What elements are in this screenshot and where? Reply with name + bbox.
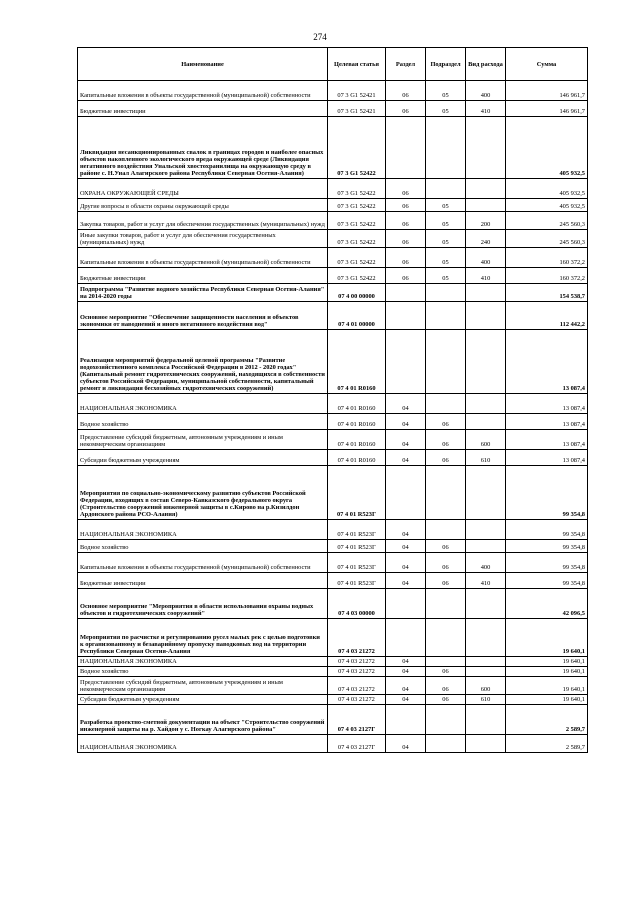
cell-code: 07 4 01 R523Г: [328, 540, 386, 553]
cell-section: 04: [386, 553, 426, 573]
table-row: [78, 553, 588, 573]
cell-type: [466, 117, 506, 179]
cell-name: Водное хозяйство: [78, 667, 328, 677]
table-row: [78, 230, 588, 248]
cell-subsection: [426, 657, 466, 667]
cell-subsection: [426, 117, 466, 179]
table-row: [78, 330, 588, 394]
cell-type: [466, 540, 506, 553]
cell-type: 240: [466, 230, 506, 248]
cell-section: [386, 117, 426, 179]
cell-sum: 154 538,7: [506, 284, 588, 302]
cell-sum: 245 560,3: [506, 212, 588, 230]
cell-type: 610: [466, 695, 506, 705]
cell-section: [386, 302, 426, 330]
cell-section: 04: [386, 667, 426, 677]
cell-type: 400: [466, 553, 506, 573]
cell-type: 600: [466, 677, 506, 695]
cell-name: Субсидии бюджетным учреждениям: [78, 695, 328, 705]
cell-sum: 42 096,5: [506, 589, 588, 619]
cell-type: [466, 394, 506, 414]
cell-type: [466, 330, 506, 394]
cell-subsection: 06: [426, 430, 466, 450]
table-row: [78, 302, 588, 330]
header-type: Вид расхода: [466, 48, 506, 81]
cell-subsection: 06: [426, 450, 466, 466]
cell-name: ОХРАНА ОКРУЖАЮЩЕЙ СРЕДЫ: [78, 179, 328, 199]
cell-subsection: [426, 330, 466, 394]
table-row: [78, 735, 588, 753]
cell-section: 04: [386, 394, 426, 414]
cell-section: 06: [386, 81, 426, 101]
cell-type: 600: [466, 430, 506, 450]
cell-section: [386, 330, 426, 394]
cell-code: 07 4 03 21272: [328, 695, 386, 705]
table-row: [78, 705, 588, 735]
cell-type: 610: [466, 450, 506, 466]
cell-name: НАЦИОНАЛЬНАЯ ЭКОНОМИКА: [78, 394, 328, 414]
cell-subsection: 06: [426, 540, 466, 553]
cell-code: 07 4 01 R523Г: [328, 573, 386, 589]
table-row: [78, 199, 588, 212]
cell-type: [466, 520, 506, 540]
cell-code: 07 4 03 2127Г: [328, 735, 386, 753]
table-row: [78, 677, 588, 695]
cell-subsection: 06: [426, 695, 466, 705]
cell-section: 04: [386, 540, 426, 553]
cell-type: [466, 735, 506, 753]
cell-sum: 19 640,1: [506, 695, 588, 705]
page-number: 274: [313, 32, 327, 42]
cell-sum: 405 932,5: [506, 199, 588, 212]
cell-type: 400: [466, 248, 506, 268]
cell-type: 410: [466, 268, 506, 284]
cell-subsection: 06: [426, 667, 466, 677]
cell-code: 07 3 G1 52422: [328, 268, 386, 284]
cell-sum: 2 589,7: [506, 705, 588, 735]
cell-section: [386, 705, 426, 735]
cell-subsection: 05: [426, 199, 466, 212]
cell-subsection: [426, 394, 466, 414]
cell-subsection: 05: [426, 212, 466, 230]
cell-name: Разработка проектно-сметной документации на объект "Строительство сооружений инженерной защиты на р. Хайдон у с. Ногкау Алагирского района": [78, 705, 328, 735]
cell-sum: 99 354,8: [506, 520, 588, 540]
cell-section: [386, 589, 426, 619]
table-row: [78, 101, 588, 117]
cell-type: [466, 199, 506, 212]
header-code: Целевая статья: [328, 48, 386, 81]
cell-code: 07 4 01 R0160: [328, 414, 386, 430]
table-row: [78, 695, 588, 705]
table-row: [78, 520, 588, 540]
table-row: [78, 268, 588, 284]
table-row: [78, 450, 588, 466]
cell-name: Бюджетные инвестиции: [78, 101, 328, 117]
cell-name: Закупка товаров, работ и услуг для обеспечения государственных (муниципальных) нужд: [78, 212, 328, 230]
cell-name: НАЦИОНАЛЬНАЯ ЭКОНОМИКА: [78, 657, 328, 667]
cell-sum: 146 961,7: [506, 101, 588, 117]
cell-section: 06: [386, 199, 426, 212]
table-row: [78, 573, 588, 589]
table-row: [78, 248, 588, 268]
cell-sum: 405 932,5: [506, 117, 588, 179]
cell-code: 07 4 01 00000: [328, 302, 386, 330]
cell-sum: 13 087,4: [506, 450, 588, 466]
cell-name: Бюджетные инвестиции: [78, 268, 328, 284]
cell-type: 200: [466, 212, 506, 230]
cell-subsection: 06: [426, 677, 466, 695]
table-row: [78, 540, 588, 553]
cell-type: [466, 667, 506, 677]
cell-name: Реализация мероприятий федеральной целевой программы "Развитие водохозяйственного комплекса Российской Федерации в 2012 - 2020 годах" (Капитальный ремонт гидротехнических сооружений, находящихся в собственности субъектов Российской Федерации, муниципальной собственности, капитальный ремонт и ликвидация бесхозяйных гидротехнических сооружений): [78, 330, 328, 394]
cell-section: 04: [386, 414, 426, 430]
cell-section: [386, 619, 426, 657]
cell-name: Водное хозяйство: [78, 540, 328, 553]
cell-sum: 99 354,8: [506, 466, 588, 520]
cell-name: Мероприятия по расчистке и регулированию русел малых рек с целью подготовки к организованному и безаварийному пропуску паводковых вод на территории Республики Северная Осетия-Алания: [78, 619, 328, 657]
cell-section: 06: [386, 248, 426, 268]
cell-name: Предоставление субсидий бюджетным, автономным учреждениям и иным некоммерческим организациям: [78, 677, 328, 695]
budget-table: [77, 47, 588, 753]
cell-code: 07 3 G1 52422: [328, 212, 386, 230]
cell-sum: 19 640,1: [506, 657, 588, 667]
cell-section: 06: [386, 212, 426, 230]
cell-code: 07 4 03 21272: [328, 667, 386, 677]
cell-section: 06: [386, 268, 426, 284]
cell-name: Иные закупки товаров, работ и услуг для обеспечения государственных (муниципальных) нужд: [78, 230, 328, 248]
header-section: Раздел: [386, 48, 426, 81]
cell-code: 07 4 00 00000: [328, 284, 386, 302]
cell-subsection: 05: [426, 248, 466, 268]
cell-code: 07 4 01 R523Г: [328, 520, 386, 540]
cell-section: 04: [386, 657, 426, 667]
cell-type: [466, 414, 506, 430]
cell-name: Ликвидация несанкционированных свалок в границах городов и наиболее опасных объектов накопленного экологического вреда окружающей среде (Ликвидация негативного воздействия Унальской хвостохранилища на окружающую среду в районе с. Н.Унал Алагирского района Республики Северная Осетия-Алания): [78, 117, 328, 179]
cell-section: 04: [386, 450, 426, 466]
cell-section: 06: [386, 179, 426, 199]
cell-code: 07 3 G1 52421: [328, 81, 386, 101]
header-subsection: Подраздел: [426, 48, 466, 81]
cell-subsection: 06: [426, 553, 466, 573]
cell-type: [466, 302, 506, 330]
cell-sum: 13 087,4: [506, 394, 588, 414]
cell-sum: 146 961,7: [506, 81, 588, 101]
cell-subsection: 06: [426, 414, 466, 430]
cell-sum: 13 087,4: [506, 430, 588, 450]
cell-sum: 13 087,4: [506, 414, 588, 430]
cell-sum: 99 354,8: [506, 553, 588, 573]
table-row: [78, 212, 588, 230]
cell-section: 04: [386, 573, 426, 589]
cell-sum: 160 372,2: [506, 268, 588, 284]
cell-name: Основное мероприятие "Мероприятия в области использования охраны водных объектов и гидротехнических сооружений": [78, 589, 328, 619]
cell-code: 07 3 G1 52422: [328, 248, 386, 268]
table-row: [78, 81, 588, 101]
cell-code: 07 4 03 00000: [328, 589, 386, 619]
cell-name: Основное мероприятие "Обеспечение защищенности населения и объектов экономики от наводнений и иного негативного воздействия вод": [78, 302, 328, 330]
cell-code: 07 4 03 21272: [328, 619, 386, 657]
table-row: [78, 117, 588, 179]
cell-code: 07 4 01 R0160: [328, 430, 386, 450]
cell-type: [466, 619, 506, 657]
cell-subsection: [426, 520, 466, 540]
cell-subsection: [426, 466, 466, 520]
cell-name: Другие вопросы в области охраны окружающей среды: [78, 199, 328, 212]
cell-code: 07 4 03 2127Г: [328, 705, 386, 735]
cell-sum: 99 354,8: [506, 540, 588, 553]
table-row: [78, 466, 588, 520]
cell-type: [466, 179, 506, 199]
cell-name: Мероприятия по социально-экономическому развитию субъектов Российской Федерации, входящих в состав Северо-Кавказского федерального округа (Строительство сооружений инженерной защиты в с.Кирово на р.Кизилдон Ардонского района РСО-Алания): [78, 466, 328, 520]
cell-code: 07 4 01 R523Г: [328, 553, 386, 573]
table-row: [78, 284, 588, 302]
cell-type: 410: [466, 101, 506, 117]
cell-subsection: 05: [426, 230, 466, 248]
cell-name: Субсидии бюджетным учреждениям: [78, 450, 328, 466]
cell-section: 04: [386, 695, 426, 705]
cell-sum: 2 589,7: [506, 735, 588, 753]
cell-type: 410: [466, 573, 506, 589]
table-row: [78, 414, 588, 430]
cell-code: 07 4 03 21272: [328, 677, 386, 695]
cell-section: 04: [386, 735, 426, 753]
cell-code: 07 3 G1 52422: [328, 199, 386, 212]
header-name: Наименование: [78, 48, 328, 81]
cell-code: 07 4 01 R523Г: [328, 466, 386, 520]
cell-code: 07 3 G1 52422: [328, 230, 386, 248]
cell-subsection: [426, 179, 466, 199]
cell-section: 04: [386, 430, 426, 450]
cell-code: 07 3 G1 52422: [328, 179, 386, 199]
cell-type: [466, 705, 506, 735]
cell-name: Капитальные вложения в объекты государственной (муниципальной) собственности: [78, 553, 328, 573]
cell-section: 04: [386, 520, 426, 540]
cell-sum: 19 640,1: [506, 677, 588, 695]
cell-subsection: 05: [426, 101, 466, 117]
cell-section: [386, 284, 426, 302]
table-row: [78, 657, 588, 667]
cell-name: НАЦИОНАЛЬНАЯ ЭКОНОМИКА: [78, 520, 328, 540]
cell-sum: 13 087,4: [506, 330, 588, 394]
cell-name: Бюджетные инвестиции: [78, 573, 328, 589]
cell-subsection: [426, 619, 466, 657]
cell-subsection: 05: [426, 81, 466, 101]
cell-subsection: 06: [426, 573, 466, 589]
cell-sum: 405 932,5: [506, 179, 588, 199]
cell-code: 07 4 01 R0160: [328, 450, 386, 466]
cell-code: 07 4 03 21272: [328, 657, 386, 667]
table-header-row: [78, 48, 588, 81]
cell-type: 400: [466, 81, 506, 101]
cell-subsection: [426, 735, 466, 753]
cell-sum: 19 640,1: [506, 619, 588, 657]
cell-name: НАЦИОНАЛЬНАЯ ЭКОНОМИКА: [78, 735, 328, 753]
table-row: [78, 179, 588, 199]
cell-type: [466, 466, 506, 520]
table-row: [78, 667, 588, 677]
cell-sum: 19 640,1: [506, 667, 588, 677]
cell-type: [466, 284, 506, 302]
cell-name: Подпрограмма "Развитие водного хозяйства Республики Северная Осетия-Алания" на 2014-2020 годы: [78, 284, 328, 302]
table-row: [78, 589, 588, 619]
cell-section: 06: [386, 101, 426, 117]
cell-code: 07 4 01 R0160: [328, 394, 386, 414]
cell-section: [386, 466, 426, 520]
cell-code: 07 3 G1 52421: [328, 101, 386, 117]
cell-subsection: [426, 589, 466, 619]
cell-name: Водное хозяйство: [78, 414, 328, 430]
cell-section: 04: [386, 677, 426, 695]
cell-name: Капитальные вложения в объекты государственной (муниципальной) собственности: [78, 248, 328, 268]
table-row: [78, 619, 588, 657]
cell-sum: 160 372,2: [506, 248, 588, 268]
cell-subsection: [426, 284, 466, 302]
cell-subsection: [426, 705, 466, 735]
cell-sum: 99 354,8: [506, 573, 588, 589]
cell-sum: 245 560,3: [506, 230, 588, 248]
cell-subsection: 05: [426, 268, 466, 284]
table-row: [78, 394, 588, 414]
cell-type: [466, 657, 506, 667]
cell-section: 06: [386, 230, 426, 248]
cell-code: 07 3 G1 52422: [328, 117, 386, 179]
cell-name: Капитальные вложения в объекты государственной (муниципальной) собственности: [78, 81, 328, 101]
cell-type: [466, 589, 506, 619]
table-row: [78, 430, 588, 450]
header-sum: Сумма: [506, 48, 588, 81]
cell-sum: 112 442,2: [506, 302, 588, 330]
cell-subsection: [426, 302, 466, 330]
cell-code: 07 4 01 R0160: [328, 330, 386, 394]
cell-name: Предоставление субсидий бюджетным, автономным учреждениям и иным некоммерческим организациям: [78, 430, 328, 450]
